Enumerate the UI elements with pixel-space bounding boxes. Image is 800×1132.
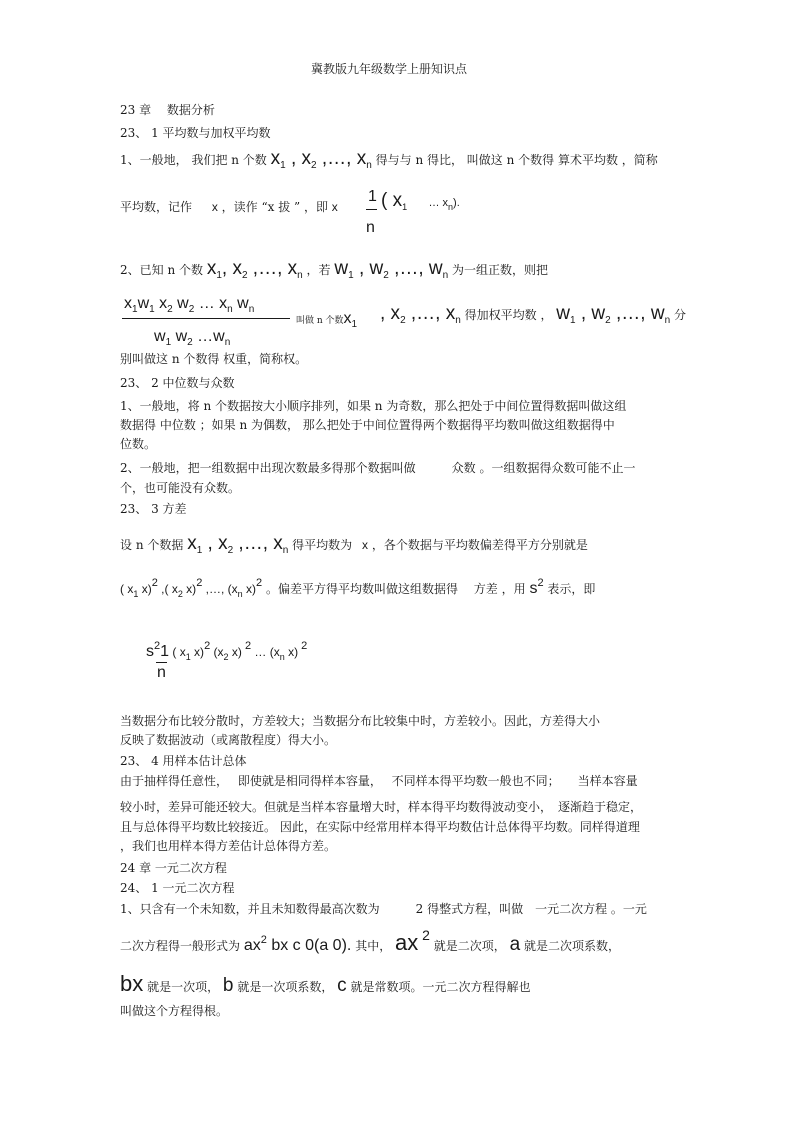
paragraph-variance-meaning-1: 当数据分布比较分散时，方差较大；当数据分布比较集中时，方差较小。因此，方差得大小 — [120, 714, 601, 728]
chapter-23-heading: 23 章 数据分析 — [120, 103, 215, 117]
paragraph-quadratic-terms: bx 就是一次项， b 就是一次项系数， c 就是常数项。一元二次方程得解也 — [120, 971, 531, 996]
weighted-mean-description: 叫做 n 个数$x_1$ — [296, 310, 358, 330]
mean-formula-terms: ( $x_1$ … $x_n$). — [381, 190, 460, 212]
paragraph-mean-definition: 1、一般地， 我们把 n 个数 $x_1$ , $x_2$ ,…, $x_n$ 得与与 n 得比， 叫做这 n 个数得 算术平均数 ，简称 — [120, 148, 658, 171]
section-23-3-heading: 23、 3 方差 — [120, 502, 187, 516]
chapter-24-heading: 24 章 一元二次方程 — [120, 861, 227, 875]
section-23-2-heading: 23、 2 中位数与众数 — [120, 376, 235, 390]
paragraph-weights: 别叫做这 n 个数得 权重，简称权。 — [120, 352, 308, 366]
paragraph-quadratic-roots: 叫做这个方程得根。 — [120, 1004, 229, 1018]
variance-fraction-denominator: n — [157, 664, 166, 681]
section-24-1-heading: 24、 1 一元二次方程 — [120, 881, 235, 895]
weighted-mean-terms: , $x_2$ ,…, $x_n$ 得加权平均数 ， $w_1$ , $w_2$ ,…, $w_n$ 分 — [380, 303, 686, 326]
paragraph-median-3: 位数。 — [120, 437, 157, 451]
paragraph-mode-2: 个，也可能没有众数。 — [120, 481, 241, 495]
paragraph-variance-setup: 设 n 个数据 $x_1$ , $x_2$ ,…, $x_n$ 得平均数为 x ，各个数据与平均数偏差得平方分别就是 — [120, 533, 588, 556]
paragraph-mean-notation: 平均数，记作 x ，读作 “x 拔 ” ，即 x — [120, 200, 338, 214]
paragraph-sampling-4: ，我们也用样本得方差估计总体得方差。 — [120, 839, 337, 853]
weighted-mean-fraction-bar — [122, 318, 290, 319]
paragraph-sampling-1: 由于抽样得任意性， 即使就是相同得样本容量， 不同样本得平均数一般也不同； 当样本容量 — [120, 774, 638, 788]
mean-fraction-denominator: n — [366, 219, 375, 236]
mean-fraction-bar — [366, 209, 377, 210]
section-23-4-heading: 23、 4 用样本估计总体 — [120, 754, 247, 768]
paragraph-quadratic-definition: 1、只含有一个未知数，并且未知数得最高次数为 2 得整式方程，叫做 一元二次方程 。一元 — [120, 902, 647, 916]
section-23-1-heading: 23、 1 平均数与加权平均数 — [120, 126, 271, 140]
variance-formula: s21 ( $x_1$ x)2 ($x_2$ x) 2 … ($x_n$ x) 2 — [146, 640, 308, 662]
weighted-mean-denominator: $w_1$ $w_2$ $\dots w_n$ — [154, 328, 231, 348]
paragraph-median-1: 1、一般地，将 n 个数据按大小顺序排列，如果 n 为奇数，那么把处于中间位置得数据叫做这组 — [120, 399, 627, 413]
paragraph-weighted-mean: 2、已知 n 个数 $x_1$, $x_2$ ,…, $x_n$ ，若 $w_1$ , $w_2$ ,…, $w_n$ 为一组正数，则把 — [120, 258, 549, 281]
document-title: 冀教版九年级数学上册知识点 — [311, 62, 468, 76]
paragraph-mode-1: 2、一般地，把一组数据中出现次数最多得那个数据叫做 众数 。一组数据得众数可能不止一 — [120, 461, 636, 475]
paragraph-sampling-2: 较小时，差异可能还较大。但就是当样本容量增大时，样本得平均数得波动变小， 逐渐趋于稳定， — [120, 800, 643, 814]
mean-fraction-numerator: 1 — [368, 188, 377, 205]
paragraph-quadratic-general-form: 二次方程得一般形式为 ax2 bx c 0(a 0). 其中， ax 2 就是二次项， a 就是二次项系数， — [120, 927, 621, 955]
paragraph-median-2: 数据得 中位数 ；如果 n 为偶数， 那么把处于中间位置得两个数据得平均数叫做这组数据得中 — [120, 418, 615, 432]
paragraph-variance-meaning-2: 反映了数据波动（或离散程度）得大小。 — [120, 733, 337, 747]
variance-fraction-bar — [156, 662, 167, 663]
weighted-mean-numerator: $x_1w_1$ $x_2$ $w_2$ … $x_n$ $w_n$ — [124, 295, 255, 315]
paragraph-sampling-3: 且与总体得平均数比较接近。 因此，在实际中经常用样本得平均数估计总体得平均数。同样得道理 — [120, 820, 640, 834]
paragraph-variance-deviations: ( $x_1$ x)2 ,( $x_2$ x)2 ,…, ($x_n$ x)2 。偏差平方得平均数叫做这组数据得 方差 ，用 s2 表示，即 — [120, 577, 596, 599]
